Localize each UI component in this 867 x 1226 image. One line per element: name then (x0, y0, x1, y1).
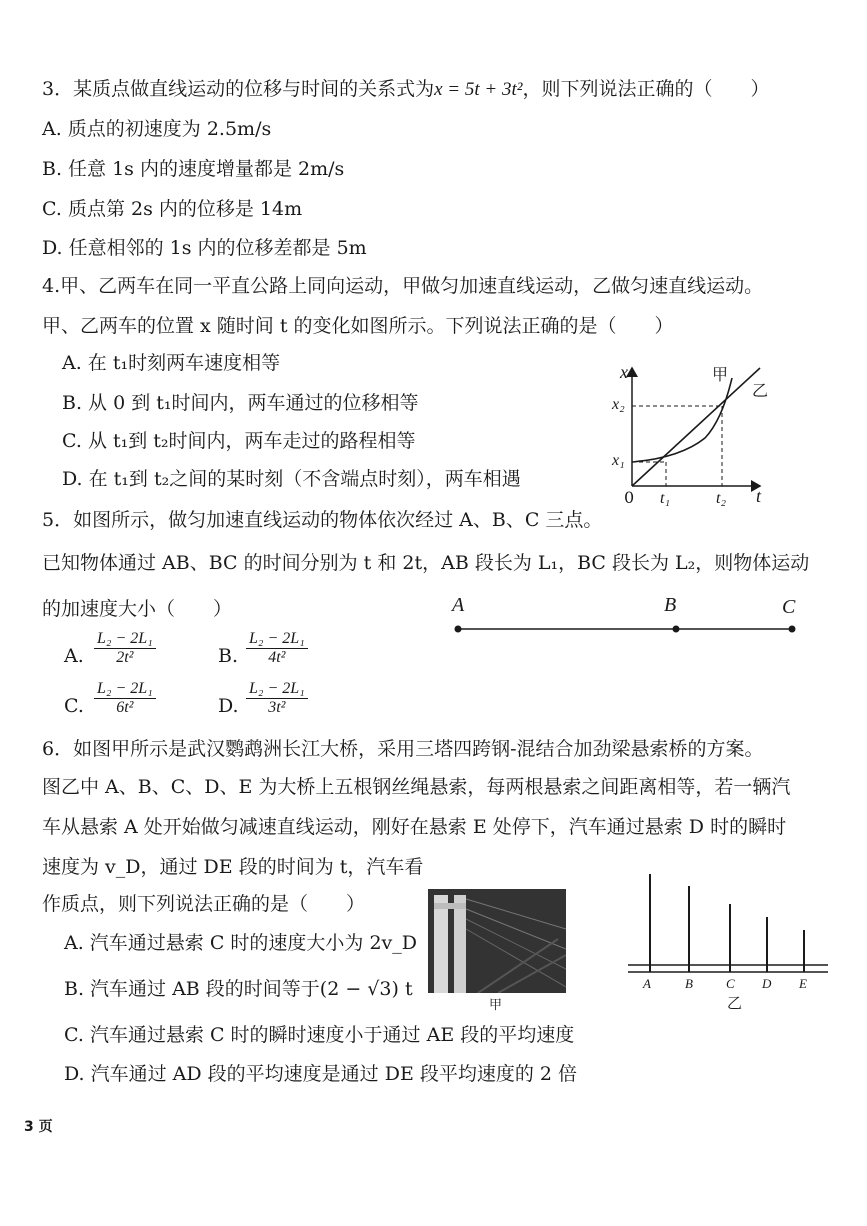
q6-line3: 车从悬索 A 处开始做匀减速直线运动，刚好在悬索 E 处停下，汽车通过悬索 D 时的瞬时 (42, 816, 787, 838)
q4-line-yi (632, 368, 760, 486)
q5-d-den: 3t² (268, 699, 286, 717)
q6-line5: 作质点，则下列说法正确的是（ ） (42, 893, 366, 915)
q4-option-d: D. 在 t₁到 t₂之间的某时刻（不含端点时刻），两车相遇 (62, 468, 521, 490)
q4-line2: 甲、乙两车的位置 x 随时间 t 的变化如图所示。下列说法正确的是（ ） (42, 315, 674, 337)
q5-option-b-label: B. (218, 645, 239, 667)
cable-label-c: C (726, 976, 735, 991)
q5-option-a-label: A. (64, 645, 84, 667)
q5-option-c-label: C. (64, 695, 84, 717)
q6-line1: 6．如图甲所示是武汉鹦鹉洲长江大桥，采用三塔四跨钢-混结合加劲梁悬索桥的方案。 (42, 738, 764, 760)
page-number: 3 页 (24, 1119, 53, 1135)
cable-label-a: A (643, 976, 651, 991)
q3-stem (42, 78, 769, 102)
q3-stem-b: ，则下列说法正确的（ ） (522, 78, 770, 100)
q5-point-b (673, 626, 680, 633)
q6-option-b: B. 汽车通过 AB 段的时间等于(2 − √3) t (64, 978, 413, 1000)
q6-option-d: D. 汽车通过 AD 段的平均速度是通过 DE 段平均速度的 2 倍 (64, 1063, 578, 1085)
q3-option-b: B. 任意 1s 内的速度增量都是 2m/s (42, 158, 345, 180)
q3-option-a: A. 质点的初速度为 2.5m/s (42, 118, 272, 140)
q4-line1: 4.甲、乙两车在同一平直公路上同向运动，甲做匀加速直线运动，乙做匀速直线运动。 (42, 275, 764, 297)
q6-line4: 速度为 v_D，通过 DE 段的时间为 t，汽车看 (42, 856, 424, 878)
q4-option-a: A. 在 t₁时刻两车速度相等 (62, 352, 281, 374)
q5-line3: 的加速度大小（ ） (42, 598, 233, 620)
q5-c-num: L₂ − 2L₁ (94, 680, 156, 699)
q6-option-c: C. 汽车通过悬索 C 时的瞬时速度小于通过 AE 段的平均速度 (64, 1024, 575, 1046)
q5-b-num: L₂ − 2L₁ (246, 630, 308, 649)
q5-label-a: A (452, 594, 465, 616)
q3-stem-a: 3．某质点做直线运动的位移与时间的关系式为 (42, 78, 435, 100)
q5-b-den: 4t² (268, 649, 286, 667)
q5-label-b: B (664, 594, 677, 616)
q5-a-den: 2t² (116, 649, 134, 667)
cable-label-b: B (685, 976, 693, 991)
q4-label-origin: 0 (624, 488, 635, 507)
cable-label-d: D (762, 976, 772, 991)
q5-point-a (455, 626, 462, 633)
cable-diagram (628, 870, 838, 990)
bridge-photo (428, 889, 566, 993)
q4-option-c: C. 从 t₁到 t₂时间内，两车走过的路程相等 (62, 430, 416, 452)
q4-curve-jia (632, 378, 732, 462)
q4-xt-graph (610, 350, 770, 510)
q5-option-b-fraction (246, 630, 308, 668)
q5-a-num: L₂ − 2L₁ (94, 630, 156, 649)
q4-label-t1: t₁ (660, 490, 671, 507)
q3-formula: x = 5t + 3t² (434, 79, 523, 100)
q6-line2: 图乙中 A、B、C、D、E 为大桥上五根钢丝绳悬索，每两根悬索之间距离相等，若一辆汽 (42, 776, 791, 798)
q5-line2: 已知物体通过 AB、BC 的时间分别为 t 和 2t，AB 段长为 L₁，BC 段长为 L₂，则物体运动 (42, 552, 810, 574)
q5-label-c: C (782, 596, 796, 618)
q6-option-a: A. 汽车通过悬索 C 时的速度大小为 2v_D (64, 932, 418, 954)
q3-option-c: C. 质点第 2s 内的位移是 14m (42, 198, 303, 220)
q4-label-x1: x₁ (612, 452, 625, 469)
q4-label-t: t (756, 486, 762, 506)
q5-abc-line (450, 620, 810, 640)
q4-label-jia: 甲 (712, 365, 729, 384)
cable-diagram-caption: 乙 (727, 994, 743, 1012)
q5-line1: 5．如图所示，做匀加速直线运动的物体依次经过 A、B、C 三点。 (42, 509, 603, 531)
q4-label-t2: t₂ (716, 490, 727, 507)
q5-option-d-fraction (246, 680, 308, 718)
cable-label-e: E (799, 976, 807, 991)
bridge-photo-caption: 甲 (489, 998, 503, 1013)
q4-label-x2: x₂ (612, 396, 625, 413)
q4-label-x: x (620, 362, 628, 382)
q5-option-a-fraction (94, 630, 156, 668)
q4-label-yi: 乙 (752, 381, 769, 400)
q5-option-c-fraction (94, 680, 156, 718)
q5-option-d-label: D. (218, 695, 239, 717)
q5-c-den: 6t² (116, 699, 134, 717)
q5-point-c (789, 626, 796, 633)
q3-option-d: D. 任意相邻的 1s 内的位移差都是 5m (42, 237, 367, 259)
q5-d-num: L₂ − 2L₁ (246, 680, 308, 699)
q4-option-b: B. 从 0 到 t₁时间内，两车通过的位移相等 (62, 392, 419, 414)
